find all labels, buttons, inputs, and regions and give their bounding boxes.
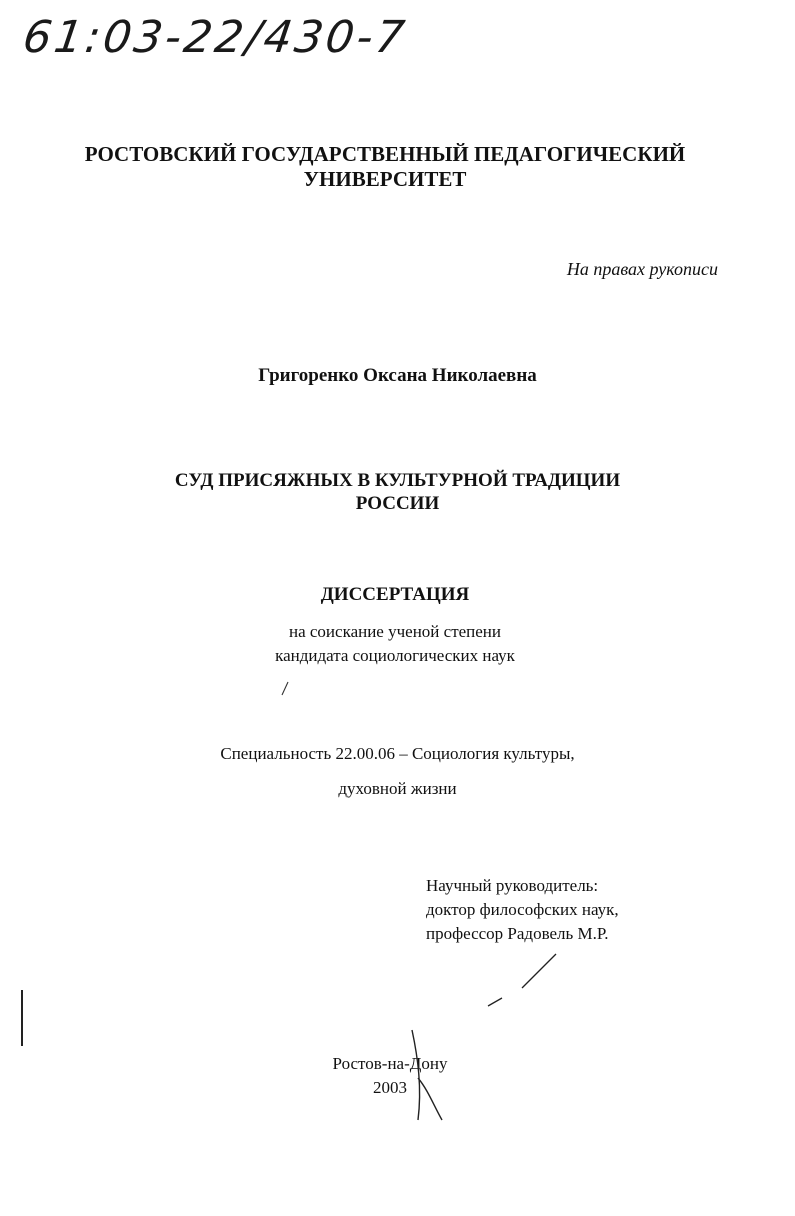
dissertation-title (80, 469, 715, 515)
specialty (120, 736, 675, 806)
specialty-line2: духовной жизни (338, 779, 457, 798)
university-name (60, 142, 710, 192)
university-name-line2: УНИВЕРСИТЕТ (303, 167, 467, 191)
author-name: Григоренко Оксана Николаевна (258, 365, 537, 386)
city: Ростов-на-Дону (332, 1054, 448, 1073)
handwritten-archive-code (24, 6, 444, 66)
scientific-supervisor (426, 874, 726, 946)
svg-text:61:03-22/430-7: 61:03-22/430-7 (24, 12, 411, 63)
degree-statement (150, 620, 640, 668)
dissertation-title-line2: РОССИИ (355, 493, 440, 514)
specialty-line1: Специальность 22.00.06 – Социология культуры, (220, 744, 575, 763)
signature-stroke-mark (484, 940, 574, 1010)
supervisor-line3: профессор Радовель М.Р. (426, 924, 609, 943)
degree-line1: на соискание ученой степени (288, 622, 502, 641)
degree-line2: кандидата социологических наук (275, 646, 515, 665)
supervisor-line2: доктор философских наук, (426, 900, 619, 919)
year: 2003 (373, 1078, 407, 1097)
pen-tick-mark (278, 680, 292, 698)
dissertation-title-line1: СУД ПРИСЯЖНЫХ В КУЛЬТУРНОЙ ТРАДИЦИИ (174, 470, 621, 491)
university-name-line1: РОСТОВСКИЙ ГОСУДАРСТВЕННЫЙ ПЕДАГОГИЧЕСКИЙ (84, 142, 686, 166)
manuscript-rights-note: На правах рукописи (566, 259, 718, 279)
handwritten-code-drawing (24, 6, 444, 66)
signature-flourish-mark (404, 1028, 452, 1128)
city-and-year (260, 1052, 520, 1100)
document-type: ДИССЕРТАЦИЯ (320, 584, 470, 605)
scan-margin-line (21, 990, 23, 1046)
supervisor-line1: Научный руководитель: (426, 876, 599, 895)
